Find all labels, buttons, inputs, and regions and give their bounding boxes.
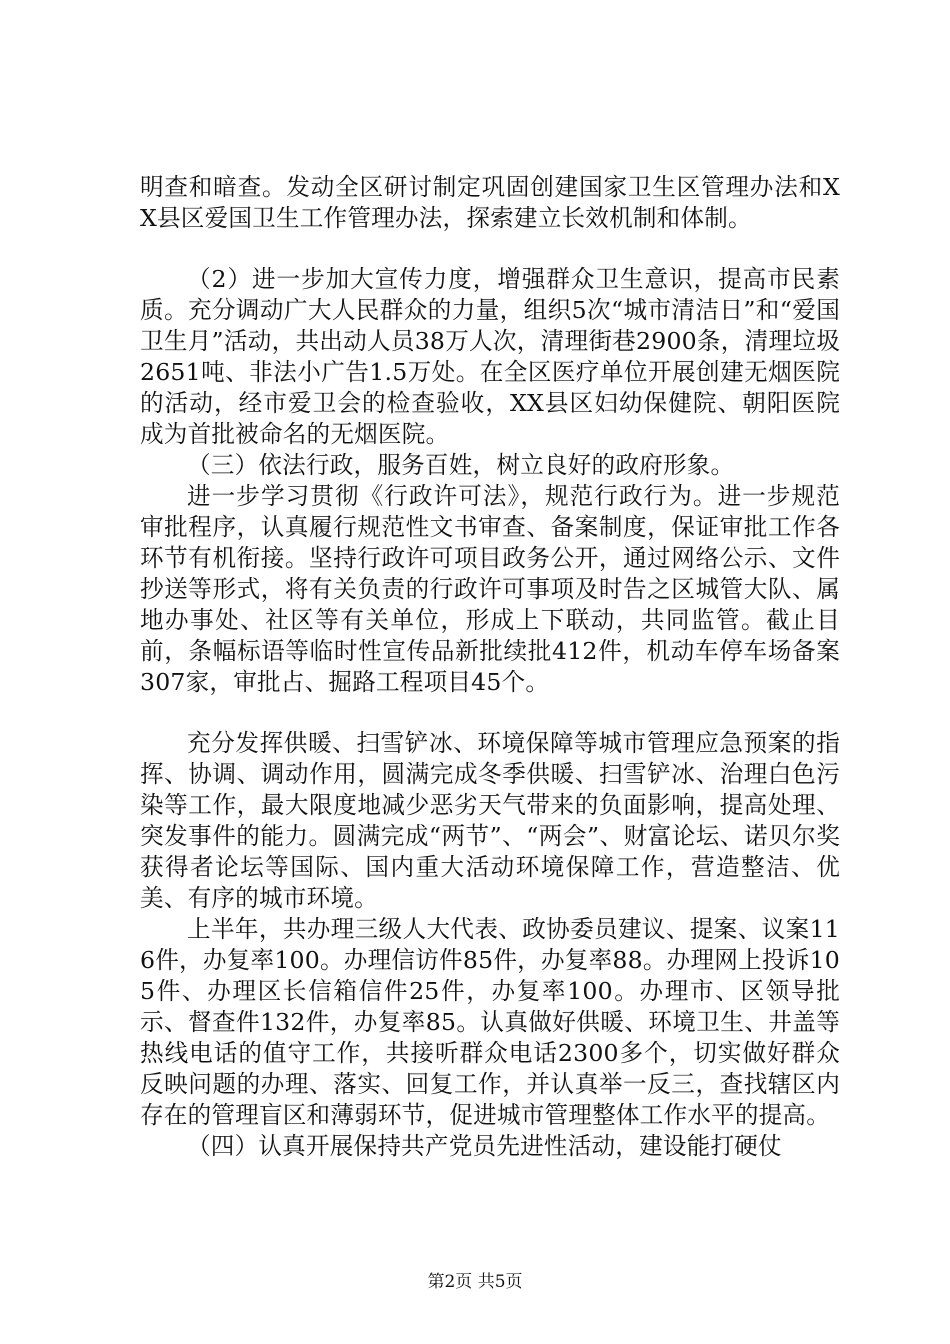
paragraph-publicity: （2）进一步加大宣传力度，增强群众卫生意识，提高市民素质。充分调动广大人民群众的力量，组织5次“城市清洁日”和“爱国卫生月”活动，共出动人员38万人次，清理街巷2900条，清理垃圾2651吨、非法小广告1.5万处。在全区医疗单位开展创建无烟医院的活动，经市爱卫会的检查验收，XX县区妇幼保健院、朝阳医院成为首批被命名的无烟医院。: [140, 265, 840, 448]
paragraph-first-half-stats: 上半年，共办理三级人大代表、政协委员建议、提案、议案116件，办复率100。办理信访件85件，办复率88。办理网上投诉105件、办理区长信箱信件25件，办复率100。办理市、区领导批示、督查件132件，办复率85。认真做好供暖、环境卫生、井盖等热线电话的值守工作，共接听群众电话2300多个，切实做好群众反映问题的办理、落实、回复工作，并认真举一反三，查找辖区内存在的管理盲区和薄弱环节，促进城市管理整体工作水平的提高。: [140, 915, 840, 1129]
page-footer: 第2页 共5页: [427, 1272, 523, 1292]
document-body: [140, 172, 840, 1162]
paragraph-emergency-plans: 充分发挥供暖、扫雪铲冰、环境保障等城市管理应急预案的指挥、协调、调动作用，圆满完成冬季供暖、扫雪铲冰、治理白色污染等工作，最大限度地减少恶劣天气带来的负面影响，提高处理、突发事件的能力。圆满完成“两节”、“两会”、财富论坛、诺贝尔奖获得者论坛等国际、国内重大活动环境保障工作，营造整洁、优美、有序的城市环境。: [140, 729, 840, 912]
paragraph-administrative-licensing: 进一步学习贯彻《行政许可法》，规范行政行为。进一步规范审批程序，认真履行规范性文书审查、备案制度，保证审批工作各环节有机衔接。坚持行政许可项目政务公开，通过网络公示、文件抄送等形式，将有关负责的行政许可事项及时告之区城管大队、属地办事处、社区等有关单位，形成上下联动，共同监管。截止目前，条幅标语等临时性宣传品新批续批412件，机动车停车场备案307家，审批占、掘路工程项目45个。: [140, 482, 840, 696]
paragraph-continuation: 明查和暗查。发动全区研讨制定巩固创建国家卫生区管理办法和XX县区爱国卫生工作管理办法，探索建立长效机制和体制。: [140, 173, 840, 232]
section-heading-4: （四）认真开展保持共产党员先进性活动，建设能打硬仗: [187, 1132, 782, 1160]
section-heading-3: （三）依法行政，服务百姓，树立良好的政府形象。: [187, 451, 735, 479]
